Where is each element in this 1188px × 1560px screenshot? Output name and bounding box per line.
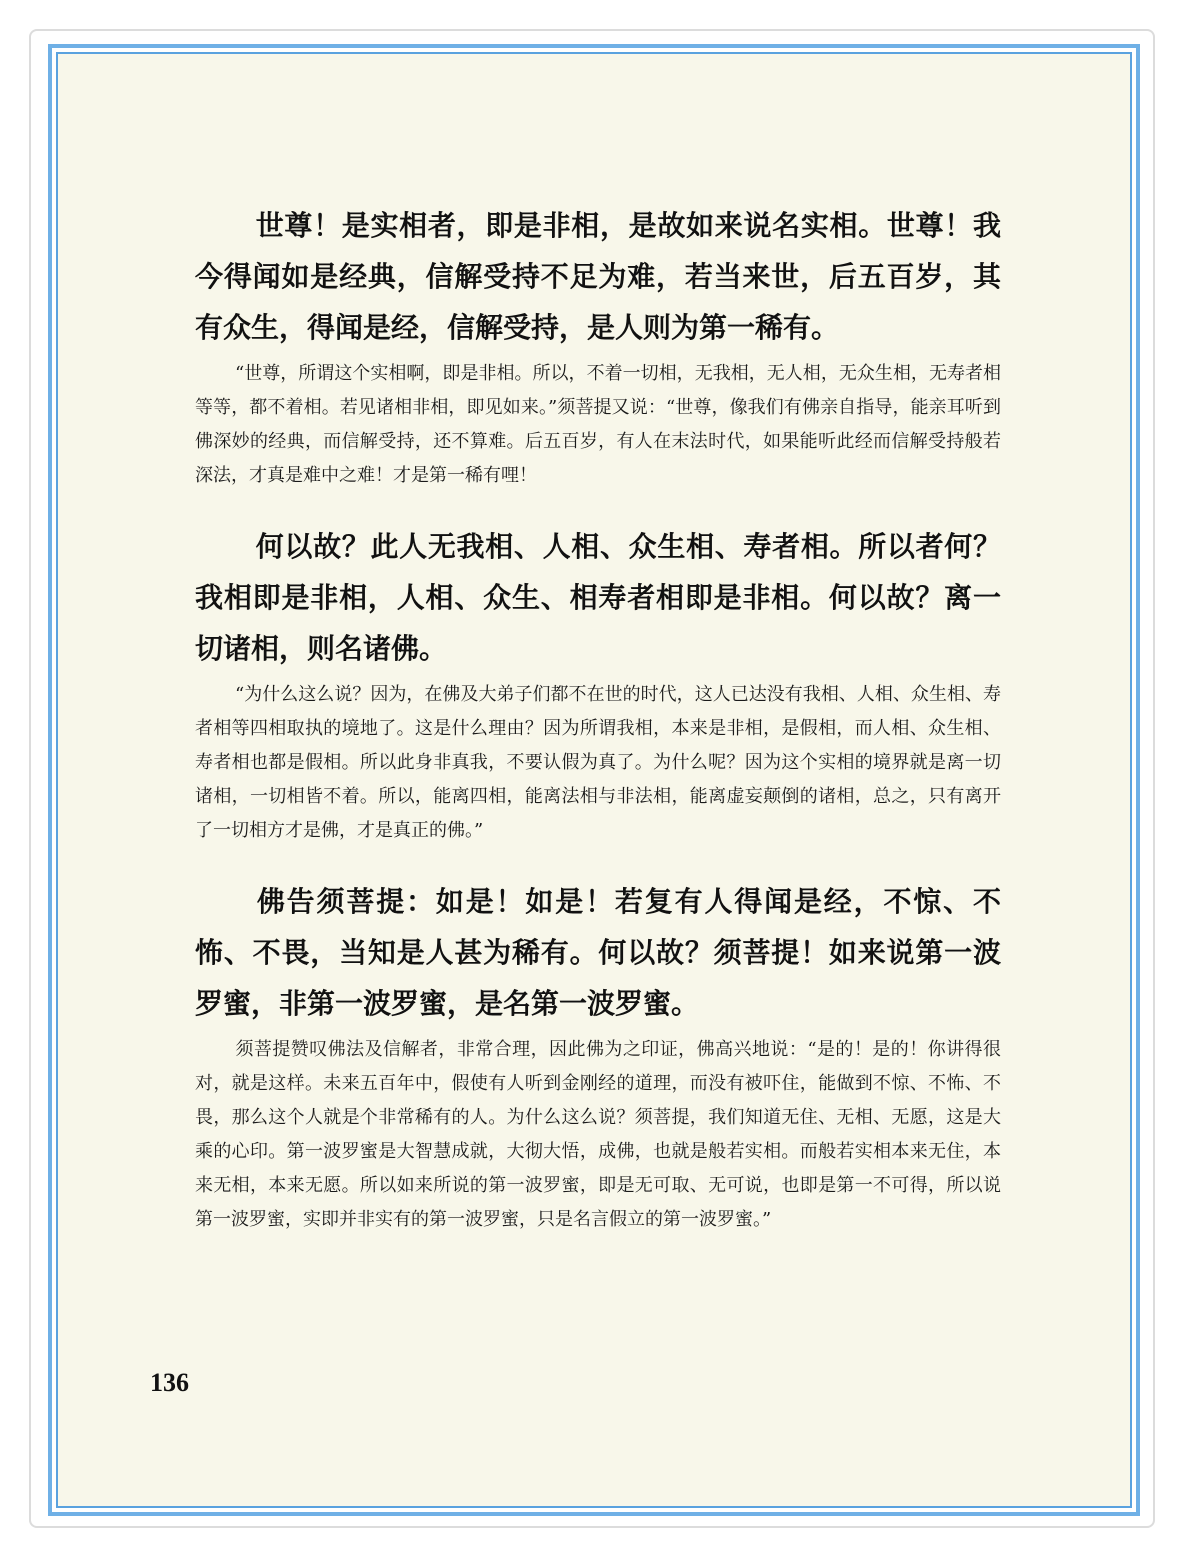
sutra-text-3: 佛告须菩提：如是！如是！若复有人得闻是经，不惊、不怖、不畏，当知是人甚为稀有。何以故？须菩提！如来说第一波罗蜜，非第一波罗蜜，是名第一波罗蜜。 bbox=[195, 885, 1001, 1020]
commentary-paragraph-2 bbox=[195, 678, 1001, 848]
section-spacer bbox=[195, 848, 1001, 876]
sutra-text-1: 世尊！是实相者，即是非相，是故如来说名实相。世尊！我今得闻如是经典，信解受持不足为难，若当来世，后五百岁，其有众生，得闻是经，信解受持，是人则为第一稀有。 bbox=[195, 209, 1001, 344]
commentary-text-2: “为什么这么说？因为，在佛及大弟子们都不在世的时代，这人已达没有我相、人相、众生相、寿者相等四相取执的境地了。这是什么理由？因为所谓我相，本来是非相，是假相，而人相、众生相、寿者相也都是假相。所以此身非真我，不要认假为真了。为什么呢？因为这个实相的境界就是离一切诸相，一切相皆不着。所以，能离四相，能离法相与非法相，能离虚妄颠倒的诸相，总之，只有离开了一切相方才是佛，才是真正的佛。” bbox=[195, 684, 1001, 841]
page-number: 136 bbox=[150, 1368, 189, 1397]
sutra-paragraph-2 bbox=[195, 521, 1001, 674]
sutra-paragraph-1 bbox=[195, 200, 1001, 353]
commentary-paragraph-3 bbox=[195, 1033, 1001, 1237]
commentary-text-1: “世尊，所谓这个实相啊，即是非相。所以，不着一切相，无我相，无人相，无众生相，无寿者相等等，都不着相。若见诸相非相，即见如来。”须菩提又说：“世尊，像我们有佛亲自指导，能亲耳听到佛深妙的经典，而信解受持，还不算难。后五百岁，有人在末法时代，如果能听此经而信解受持般若深法，才真是难中之难！才是第一稀有哩！ bbox=[195, 363, 1001, 486]
section-1 bbox=[195, 200, 1001, 493]
sutra-text-2: 何以故？此人无我相、人相、众生相、寿者相。所以者何？我相即是非相，人相、众生、相寿者相即是非相。何以故？离一切诸相，则名诸佛。 bbox=[195, 530, 1001, 665]
section-2 bbox=[195, 521, 1001, 848]
commentary-text-3: 须菩提赞叹佛法及信解者，非常合理，因此佛为之印证，佛高兴地说：“是的！是的！你讲得很对，就是这样。未来五百年中，假使有人听到金刚经的道理，而没有被吓住，能做到不惊、不怖、不畏，那么这个人就是个非常稀有的人。为什么这么说？须菩提，我们知道无住、无相、无愿，这是大乘的心印。第一波罗蜜是大智慧成就，大彻大悟，成佛，也就是般若实相。而般若实相本来无住，本来无相，本来无愿。所以如来所说的第一波罗蜜，即是无可取、无可说，也即是第一不可得，所以说第一波罗蜜，实即并非实有的第一波罗蜜，只是名言假立的第一波罗蜜。” bbox=[195, 1039, 1001, 1230]
page-content bbox=[195, 200, 1001, 1237]
sutra-paragraph-3 bbox=[195, 876, 1001, 1029]
section-3 bbox=[195, 876, 1001, 1237]
section-spacer bbox=[195, 493, 1001, 521]
commentary-paragraph-1 bbox=[195, 357, 1001, 493]
